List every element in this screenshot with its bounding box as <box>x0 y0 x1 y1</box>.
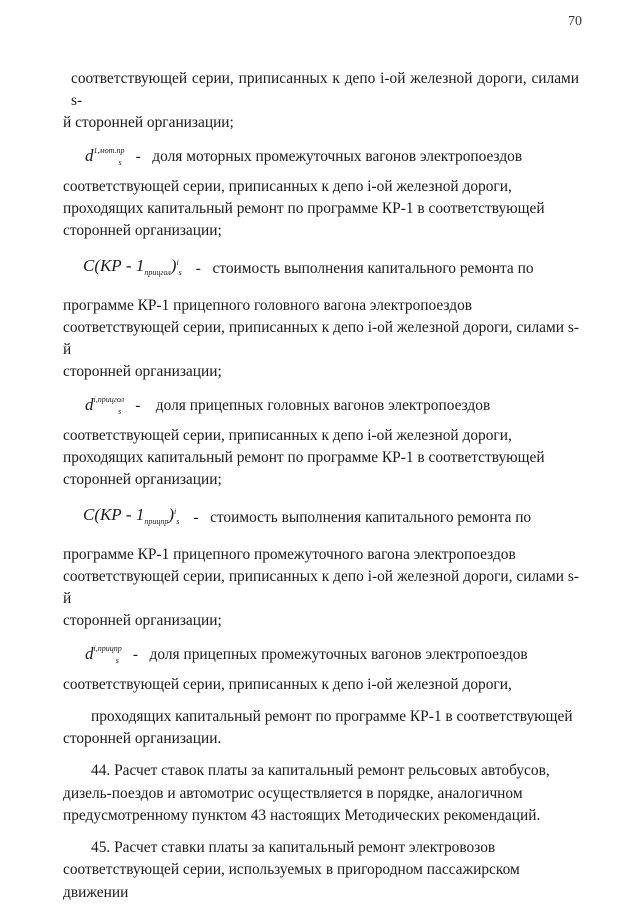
formula-d-pricz-pr: $d^{i,прицпр}_s$ <box>85 643 122 665</box>
paragraph-44-line: 44. Расчет ставок платы за капитальный ремонт рельсовых автобусов, <box>91 762 550 780</box>
definition-text: - доля прицепных головных вагонов электропоездов <box>135 397 491 415</box>
definition-row <box>63 145 579 170</box>
text-line: программе КР-1 прицепного промежуточного вагона электропоездов <box>63 545 516 563</box>
text-line: соответствующей серии, приписанных к депо i-ой железной дороги, силами s-й <box>63 568 579 608</box>
formula-d-mot-pr: $d^{1,мот.пр}_s$ <box>85 145 125 167</box>
paragraph-45-line: соответствующей серии, используемых в пригородном пассажирском движении <box>63 861 520 901</box>
formula-c-kp-pricz-pr: $C(КР - 1_{прицпр})^i_s$ <box>83 505 180 527</box>
text-line: сторонней организации; <box>63 471 222 489</box>
text-line: соответствующей серии, приписанных к депо i-ой железной дороги, <box>63 675 512 693</box>
paragraph-44-line: дизель-поездов и автомотрис осуществляется в порядке, аналогичном <box>63 784 523 802</box>
definition-row <box>63 252 579 284</box>
paragraph-44-line: предусмотренному пунктом 43 настоящих Методических рекомендаций. <box>63 806 541 824</box>
text-line: проходящих капитальный ремонт по программе КР-1 в соответствующей <box>63 449 545 467</box>
text-line: соответствующей серии, приписанных к депо i-ой железной дороги, <box>63 177 512 195</box>
text-line: сторонней организации; <box>63 612 222 630</box>
text-line: сторонней организации; <box>63 222 222 240</box>
definition-text: - доля моторных промежуточных вагонов электропоездов <box>135 148 523 166</box>
definition-row <box>63 643 579 668</box>
text-line: проходящих капитальный ремонт по программе КР-1 в соответствующей <box>63 200 545 218</box>
text-line: й сторонней организации; <box>63 114 234 132</box>
document-body <box>63 68 579 904</box>
text-line: соответствующей серии, приписанных к депо i-ой железной дороги, силами s-й <box>63 319 579 359</box>
definition-text: - стоимость выполнения капитального ремонта по <box>195 259 534 277</box>
text-line: программе КР-1 прицепного головного вагона электропоездов <box>63 296 473 314</box>
text-line: соответствующей серии, приписанных к депо i-ой железной дороги, силами s- <box>71 70 579 110</box>
text-line: сторонней организации. <box>63 730 222 748</box>
formula-c-kp-pricz-gol: $C(КР - 1_{прицгол})^i_s$ <box>83 256 182 278</box>
definition-text: - стоимость выполнения капитального ремонта по <box>193 508 532 526</box>
formula-d-pricz-gol: $d^{i,прицгол}_s$ <box>85 394 125 416</box>
definition-text: - доля прицепных промежуточных вагонов электропоездов <box>132 646 528 664</box>
paragraph-45-line: 45. Расчет ставки платы за капитальный ремонт электровозов <box>91 839 496 857</box>
text-line: проходящих капитальный ремонт по программе КР-1 в соответствующей <box>91 708 573 726</box>
page-number: 70 <box>568 14 582 29</box>
text-line: соответствующей серии, приписанных к депо i-ой железной дороги, <box>63 426 512 444</box>
definition-row <box>63 394 579 419</box>
text-line: сторонней организации; <box>63 363 222 381</box>
definition-row <box>63 501 579 533</box>
